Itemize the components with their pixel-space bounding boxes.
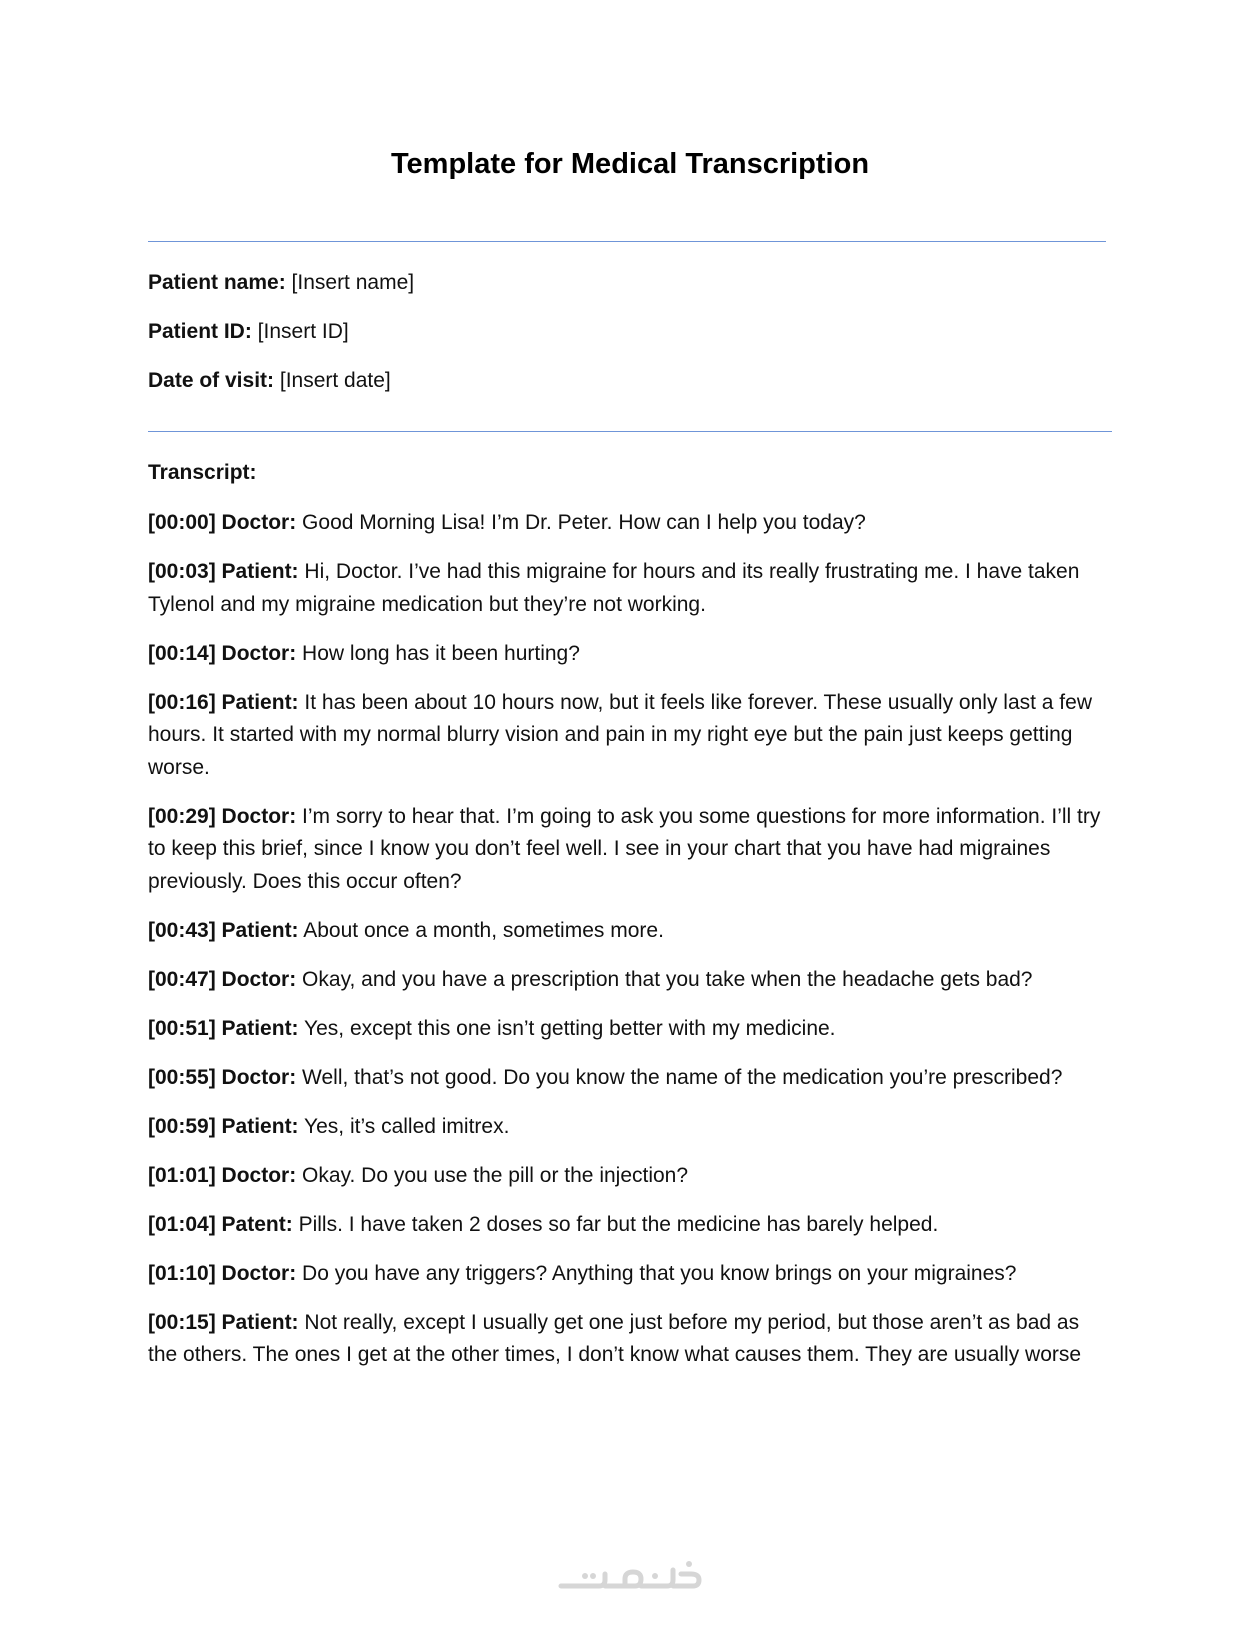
transcript-line — [148, 1258, 1108, 1291]
timestamp: [00:14] — [148, 641, 216, 665]
transcript-line — [148, 1062, 1108, 1095]
middle-divider — [148, 431, 1112, 432]
top-divider — [148, 241, 1106, 242]
speaker: Doctor: — [221, 1163, 297, 1187]
transcript-line — [148, 915, 1108, 948]
transcript-section — [148, 458, 1108, 1388]
speaker: Doctor: — [221, 511, 297, 534]
document-title: Template for Medical Transcription — [390, 148, 870, 180]
timestamp: [00:51] — [148, 1016, 216, 1040]
transcript-line — [148, 1013, 1108, 1046]
utterance: How long has it been hurting? — [296, 641, 580, 665]
timestamp: [00:59] — [148, 1114, 216, 1138]
khamsat-logo-icon — [555, 1556, 705, 1596]
transcript-line — [148, 556, 1108, 621]
utterance: Hi, Doctor. I’ve had this migraine for hours and its really frustrating me. I have taken Tylenol and my migraine medication but they’re not working. — [148, 560, 1080, 616]
transcript-line — [148, 1209, 1108, 1242]
timestamp: [00:00] — [148, 511, 216, 534]
utterance: Yes, it’s called imitrex. — [298, 1114, 510, 1138]
speaker: Doctor: — [221, 1261, 297, 1285]
field-label: Patient name: — [148, 271, 286, 294]
transcript-line — [148, 964, 1108, 997]
timestamp: [00:03] — [148, 560, 216, 583]
utterance: It has been about 10 hours now, but it feels like forever. These usually only last a few hours. It started with my normal blurry vision and pain in my right eye but the pain just keeps getting worse. — [148, 690, 1092, 779]
speaker: Patient: — [221, 1114, 299, 1138]
date-of-visit-field — [148, 366, 1108, 396]
speaker: Patient: — [221, 690, 299, 714]
timestamp: [00:15] — [148, 1310, 216, 1334]
speaker: Doctor: — [221, 967, 297, 991]
transcript-heading: Transcript: — [148, 461, 257, 484]
field-value: [Insert ID] — [251, 320, 349, 343]
utterance: Okay. Do you use the pill or the injection? — [296, 1163, 689, 1187]
timestamp: [01:01] — [148, 1163, 216, 1187]
utterance: Not really, except I usually get one just before my period, but those aren’t as bad as the others. The ones I get at the other times, I don’t know what causes them. They are usually worse — [148, 1310, 1082, 1366]
timestamp: [00:16] — [148, 690, 216, 714]
speaker: Doctor: — [221, 804, 297, 828]
speaker: Doctor: — [221, 1065, 297, 1089]
field-value: [Insert date] — [274, 369, 391, 392]
transcript-line — [148, 1307, 1108, 1372]
utterance: Do you have any triggers? Anything that you know brings on your migraines? — [296, 1261, 1017, 1285]
utterance: About once a month, sometimes more. — [298, 918, 664, 942]
transcript-line — [148, 507, 1108, 540]
utterance: Pills. I have taken 2 doses so far but the medicine has barely helped. — [292, 1212, 939, 1236]
timestamp: [00:47] — [148, 967, 216, 991]
transcript-line — [148, 687, 1108, 785]
utterance: Good Morning Lisa! I’m Dr. Peter. How can I help you today? — [296, 511, 866, 534]
field-label: Date of visit: — [148, 369, 275, 392]
utterance: Well, that’s not good. Do you know the name of the medication you’re prescribed? — [296, 1065, 1063, 1089]
utterance: Okay, and you have a prescription that you take when the headache gets bad? — [296, 967, 1033, 991]
timestamp: [00:29] — [148, 804, 216, 828]
field-label: Patient ID: — [148, 320, 252, 343]
transcript-line — [148, 1111, 1108, 1144]
timestamp: [01:10] — [148, 1261, 216, 1285]
speaker: Patent: — [221, 1212, 293, 1236]
patient-info-fields — [148, 268, 1108, 415]
transcript-line — [148, 1160, 1108, 1193]
utterance: I’m sorry to hear that. I’m going to ask you some questions for more information. I’ll try to keep this brief, since I know you don’t feel well. I see in your chart that you have had migraines previously. Does this occur often? — [148, 804, 1101, 893]
transcript-line — [148, 801, 1108, 899]
patient-id-field — [148, 317, 1108, 347]
timestamp: [01:04] — [148, 1212, 216, 1236]
speaker: Patient: — [221, 1310, 299, 1334]
utterance: Yes, except this one isn’t getting better with my medicine. — [298, 1016, 836, 1040]
speaker: Patient: — [221, 1016, 299, 1040]
speaker: Doctor: — [221, 641, 297, 665]
timestamp: [00:43] — [148, 918, 216, 942]
field-value: [Insert name] — [285, 271, 415, 294]
patient-name-field — [148, 268, 1108, 298]
speaker: Patient: — [221, 918, 299, 942]
transcript-line — [148, 638, 1108, 671]
timestamp: [00:55] — [148, 1065, 216, 1089]
speaker: Patient: — [221, 560, 299, 583]
